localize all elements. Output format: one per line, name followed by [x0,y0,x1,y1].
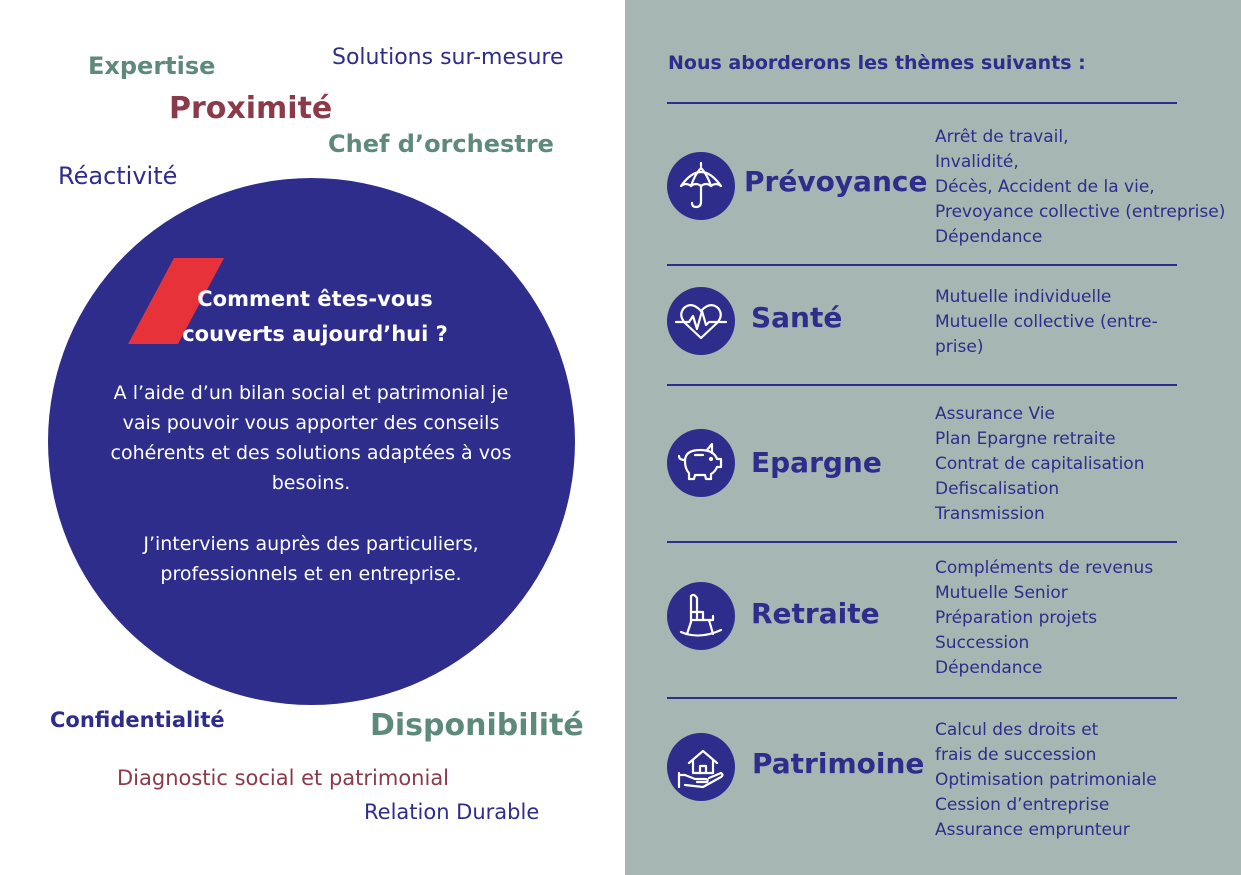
circle-paragraph-1 [88,378,534,498]
circle-title [150,282,480,352]
paragraph-line: professionnels et en entreprise. [160,563,462,585]
themes-heading: Nous aborderons les thèmes suivants : [668,52,1086,74]
list-item: Calcul des droits et [935,720,1099,740]
circle-title-line1: Comment êtes-vous [197,287,433,311]
list-item: Assurance Vie [935,404,1055,424]
theme-epargne-items [935,402,1145,527]
divider [667,697,1177,699]
theme-prevoyance: Prévoyance [744,165,928,198]
list-item: Mutuelle collective (entre- [935,312,1158,332]
list-item: Defiscalisation [935,479,1060,499]
list-item: Invalidité, [935,152,1019,172]
theme-prevoyance-items [935,125,1225,250]
theme-epargne: Epargne [751,446,882,479]
theme-sante: Santé [751,301,843,334]
list-item: Décès, Accident de la vie, [935,177,1155,197]
theme-patrimoine: Patrimoine [752,747,925,780]
list-item: frais de succession [935,745,1097,765]
list-item: Mutuelle individuelle [935,287,1112,307]
theme-patrimoine-items [935,718,1157,843]
divider [667,102,1177,104]
house-in-hand-icon [667,733,735,801]
list-item: Plan Epargne retraite [935,429,1116,449]
list-item: Compléments de revenus [935,558,1154,578]
paragraph-line: A l’aide d’un bilan social et patrimonial je [113,382,509,404]
list-item: Préparation projets [935,608,1098,628]
list-item: prise) [935,337,984,357]
theme-sante-items [935,285,1158,360]
keyword-relation-durable: Relation Durable [364,800,540,824]
keyword-diagnostic: Diagnostic social et patrimonial [117,766,450,790]
keyword-expertise: Expertise [88,52,216,80]
piggy-bank-icon [667,429,735,497]
list-item: Assurance emprunteur [935,820,1130,840]
rocking-chair-icon [667,582,735,650]
theme-retraite: Retraite [751,597,880,630]
circle-paragraph-2 [88,529,534,589]
paragraph-line: besoins. [271,472,351,494]
circle-title-line2: couverts aujourd’hui ? [182,322,448,346]
list-item: Mutuelle Senior [935,583,1068,603]
list-item: Dépendance [935,658,1043,678]
keyword-solutions: Solutions sur-mesure [332,45,564,70]
divider [667,384,1177,386]
list-item: Prevoyance collective (entreprise) [935,202,1226,222]
list-item: Succession [935,633,1030,653]
divider [667,541,1177,543]
list-item: Contrat de capitalisation [935,454,1145,474]
list-item: Transmission [935,504,1045,524]
heartbeat-icon [667,287,735,355]
theme-retraite-items [935,556,1153,681]
paragraph-line: J’interviens auprès des particuliers, [143,533,479,555]
paragraph-line: vais pouvoir vous apporter des conseils [122,412,500,434]
keyword-disponibilite: Disponibilité [370,708,584,743]
list-item: Arrêt de travail, [935,127,1069,147]
keyword-reactivite: Réactivité [58,162,178,190]
umbrella-icon [667,152,735,220]
list-item: Dépendance [935,227,1043,247]
keyword-confidentialite: Confidentialité [50,708,225,732]
list-item: Cession d’entreprise [935,795,1110,815]
keyword-chef-orchestre: Chef d’orchestre [328,130,554,158]
keyword-proximite: Proximité [169,91,333,126]
paragraph-line: cohérents et des solutions adaptées à vos [110,442,512,464]
divider [667,264,1177,266]
list-item: Optimisation patrimoniale [935,770,1157,790]
